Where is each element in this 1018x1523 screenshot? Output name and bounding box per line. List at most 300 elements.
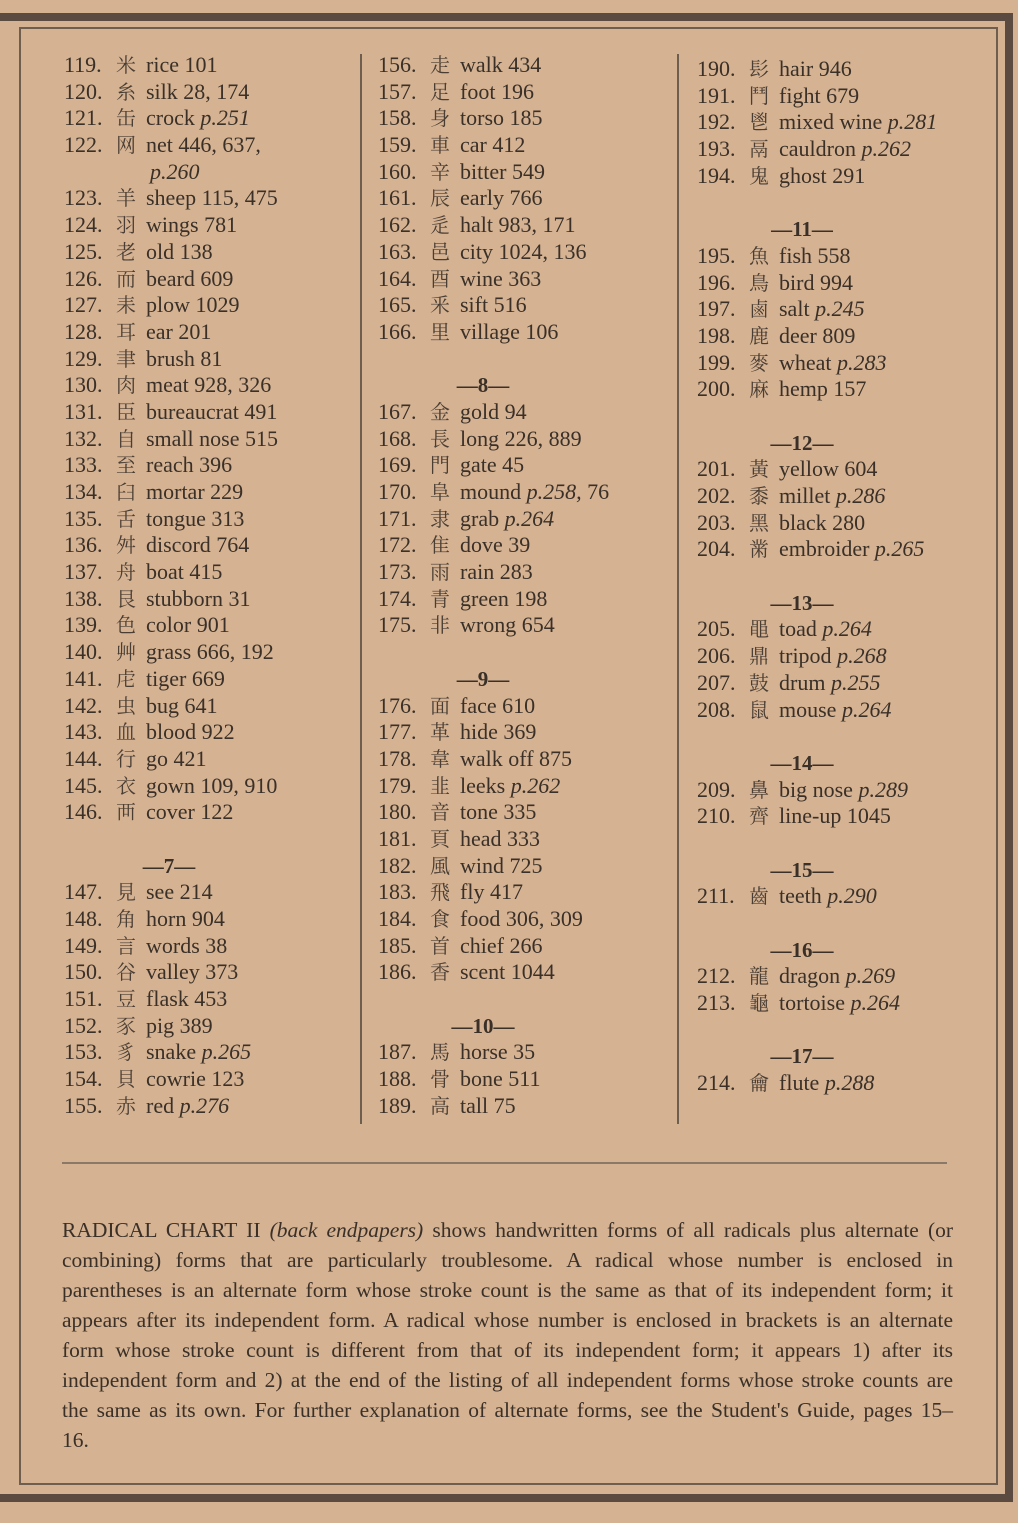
char-refs: 679: [826, 82, 860, 108]
char-refs: 75: [493, 1092, 516, 1118]
radical-glyph: 而: [116, 266, 136, 291]
radical-entry: [64, 1066, 278, 1093]
radical-number: 142.: [64, 692, 103, 718]
char-refs: 809: [822, 322, 856, 348]
char-refs: 280: [832, 509, 866, 535]
radical-entry: [697, 616, 937, 643]
radical-glyph: 黑: [749, 510, 769, 535]
radical-number: 162.: [378, 212, 417, 238]
radical-glyph: 釆: [430, 293, 450, 318]
radical-glyph: 車: [430, 133, 450, 158]
spacer: [378, 986, 609, 1013]
radical-number: 160.: [378, 158, 417, 184]
radical-glyph: 辵: [430, 213, 450, 238]
stroke-count-header: —12—: [770, 430, 834, 455]
radical-glyph: 身: [430, 106, 450, 131]
radical-meaning: small nose: [146, 425, 240, 451]
char-refs: 516: [493, 292, 527, 318]
explanatory-note: [62, 1215, 953, 1455]
radical-entry: [697, 376, 937, 403]
radical-number: 206.: [697, 643, 736, 669]
radical-number: 213.: [697, 990, 736, 1016]
radical-meaning: wheat: [779, 349, 832, 375]
spacer: [697, 830, 937, 857]
spacer: [378, 346, 609, 373]
radical-glyph: 缶: [116, 106, 136, 131]
radical-glyph: 行: [116, 746, 136, 771]
radical-meaning: horn: [146, 906, 187, 931]
radical-entry: [64, 986, 278, 1013]
char-refs: 415: [189, 559, 223, 585]
radical-entry: [378, 79, 609, 106]
radical-entry: [378, 426, 609, 453]
radical-glyph: 飛: [430, 880, 450, 905]
page-ref: p.264: [850, 990, 900, 1016]
radical-meaning: discord: [146, 532, 211, 558]
radical-entry: [64, 693, 278, 720]
radical-glyph: 虫: [116, 693, 136, 718]
page-ref: p.255: [830, 669, 881, 695]
radical-entry: [697, 83, 937, 110]
char-refs: 781: [204, 212, 238, 238]
radical-number: 152.: [64, 1012, 103, 1038]
radical-entry: [697, 777, 937, 804]
radical-meaning: face: [460, 692, 497, 718]
radical-number: 119.: [64, 52, 102, 77]
radical-glyph: 頁: [430, 826, 450, 851]
radical-entry: [378, 826, 609, 853]
radical-number: 189.: [378, 1092, 417, 1118]
radical-number: 141.: [64, 665, 103, 691]
radical-number: 171.: [378, 505, 417, 531]
radical-glyph: 邑: [430, 239, 450, 264]
radical-meaning: millet: [779, 483, 831, 508]
radical-glyph: 谷: [116, 960, 136, 985]
radical-glyph: 舌: [116, 506, 136, 531]
char-refs: 45: [502, 452, 525, 478]
radical-meaning: salt: [779, 296, 810, 322]
page-ref: p.258,: [526, 479, 582, 504]
radical-number: 164.: [378, 265, 417, 291]
char-refs: 106: [525, 318, 559, 344]
radical-meaning: long: [460, 425, 500, 451]
radical-number: 146.: [64, 799, 103, 825]
radical-number: 183.: [378, 879, 417, 905]
radical-number: 191.: [697, 82, 736, 108]
radical-entry: [378, 879, 609, 906]
radical-entry: [378, 185, 609, 212]
spacer: [697, 1017, 937, 1044]
radical-meaning: beard: [146, 265, 195, 291]
radical-number: 133.: [64, 452, 103, 478]
stroke-count-header: —11—: [771, 217, 833, 242]
stroke-count-header: —17—: [770, 1044, 834, 1069]
radical-glyph: 血: [116, 720, 136, 745]
radical-number: 123.: [64, 185, 103, 211]
radical-entry: [697, 163, 937, 190]
char-refs: 196: [500, 78, 534, 104]
char-refs: 549: [511, 158, 545, 184]
char-refs: 122: [200, 799, 234, 825]
radical-number: 159.: [378, 132, 417, 158]
radical-number: 169.: [378, 452, 417, 478]
radical-number: 205.: [697, 616, 736, 642]
radical-entry: [64, 452, 278, 479]
radical-glyph: 羽: [116, 213, 136, 238]
radical-number: 150.: [64, 959, 103, 985]
char-refs: 922: [201, 719, 235, 745]
radical-number: 130.: [64, 372, 103, 398]
radical-meaning: gate: [460, 452, 497, 478]
radical-glyph: 臣: [116, 399, 136, 424]
char-refs: 31: [228, 585, 251, 611]
radical-glyph: 舛: [116, 533, 136, 558]
radical-glyph: 豸: [116, 1040, 136, 1065]
radical-meaning: bug: [146, 692, 179, 718]
radical-meaning: drum: [779, 669, 826, 695]
radical-glyph: 艸: [116, 640, 136, 665]
radical-meaning: old: [146, 238, 175, 264]
radical-meaning: leeks: [460, 772, 506, 798]
char-refs: 306, 309: [505, 906, 583, 931]
char-refs: 421: [173, 745, 207, 771]
radical-entry: [697, 536, 937, 563]
radical-entry: [378, 266, 609, 293]
radical-glyph: 里: [430, 319, 450, 344]
radical-meaning: walk: [460, 52, 503, 77]
radical-entry: [378, 319, 609, 346]
char-refs: 453: [194, 986, 228, 1012]
radical-glyph: 馬: [430, 1040, 450, 1065]
radical-glyph: 香: [430, 960, 450, 985]
radical-number: 208.: [697, 696, 736, 722]
radical-number: 172.: [378, 532, 417, 558]
radical-glyph: 老: [116, 239, 136, 264]
radical-entry: [697, 643, 937, 670]
stroke-count-header: —10—: [451, 1013, 515, 1038]
radical-meaning: bone: [460, 1066, 503, 1092]
radical-number: 204.: [697, 536, 736, 562]
radical-glyph: 耳: [116, 319, 136, 344]
frame-outer-top: [0, 13, 1013, 21]
radical-meaning: brush: [146, 345, 195, 371]
radical-number: 193.: [697, 136, 736, 162]
radical-glyph: 糸: [116, 79, 136, 104]
radical-number: 180.: [378, 799, 417, 825]
radical-glyph: 耒: [116, 293, 136, 318]
radical-number: 170.: [378, 479, 417, 504]
char-refs: 446, 637,: [178, 132, 261, 158]
radical-number: 153.: [64, 1039, 103, 1065]
radical-meaning: net: [146, 132, 173, 158]
radical-meaning: tortoise: [779, 990, 845, 1016]
stroke-count-header: —8—: [456, 373, 510, 398]
radical-meaning: dove: [460, 532, 503, 558]
radical-entry: [378, 586, 609, 613]
radical-meaning: cauldron: [779, 136, 856, 162]
radical-glyph: 肉: [116, 373, 136, 398]
radical-entry: [378, 239, 609, 266]
radical-glyph: 黃: [749, 457, 769, 482]
radical-glyph: 鬯: [749, 110, 769, 135]
radical-entry: [64, 266, 278, 293]
radical-number: 202.: [697, 483, 736, 508]
page-ref: p.260: [150, 158, 200, 184]
char-refs: 875: [539, 745, 573, 771]
page-ref: p.269: [845, 963, 896, 989]
radical-glyph: 金: [430, 399, 450, 424]
radical-entry: [378, 132, 609, 159]
radical-meaning: foot: [460, 78, 496, 104]
radical-glyph: 舟: [116, 560, 136, 585]
stroke-count-header: —16—: [770, 937, 834, 962]
frame-outer-bottom: [0, 1494, 1013, 1502]
radical-meaning: fly: [460, 879, 485, 905]
radical-meaning: horse: [460, 1039, 508, 1065]
radical-number: 187.: [378, 1039, 417, 1065]
radical-number: 182.: [378, 852, 417, 878]
radical-meaning: embroider: [779, 536, 870, 562]
radical-number: 175.: [378, 612, 417, 638]
radical-entry: [697, 56, 937, 83]
radical-number: 184.: [378, 906, 417, 931]
radical-entry: [64, 319, 278, 346]
radical-entry: [64, 292, 278, 319]
radical-number: 196.: [697, 269, 736, 295]
radical-glyph: 高: [430, 1093, 450, 1118]
radical-entry: [697, 323, 937, 350]
radical-glyph: 赤: [116, 1093, 136, 1118]
radical-meaning: city: [460, 238, 493, 264]
radical-entry: [378, 399, 609, 426]
char-refs: 417: [489, 879, 523, 905]
radical-entry: [64, 639, 278, 666]
radical-glyph: 齒: [749, 884, 769, 909]
radical-entry: [697, 1070, 937, 1097]
radical-meaning: wrong: [460, 612, 517, 638]
radical-glyph: 鹿: [749, 323, 769, 348]
radical-number: 128.: [64, 318, 103, 344]
radical-glyph: 鬼: [749, 163, 769, 188]
radical-entry: [64, 773, 278, 800]
char-refs: 123: [211, 1066, 245, 1092]
radical-glyph: 走: [430, 53, 450, 77]
radical-glyph: 韋: [430, 746, 450, 771]
radical-entry: [697, 136, 937, 163]
radical-meaning: grass: [146, 639, 192, 665]
entry-continuation: [64, 159, 278, 186]
note-body: shows handwritten forms of all radicals plus alternate (or combining) forms that are particularly troublesome. A radical whose number is enclosed in parentheses is an alternate form whose stroke count is the same as that of its independent form; it appears after its independent form. A radical whose number is enclosed in brackets is an alternate form whose stroke count is different from that of its independent form; it appears 1) after its independent form and 2) at the end of the listing of all independent forms whose stroke counts are the same as its own. For further explanation of alternate forms, see the Student's Guide, pages 15–16.: [62, 1217, 954, 1452]
radical-number: 177.: [378, 719, 417, 745]
char-refs: 185: [509, 105, 543, 131]
radical-entry: [697, 990, 937, 1017]
radical-number: 158.: [378, 105, 417, 131]
char-refs: 511: [508, 1066, 541, 1092]
radical-glyph: 隹: [430, 533, 450, 558]
radical-glyph: 韭: [430, 773, 450, 798]
radical-number: 140.: [64, 639, 103, 665]
radical-glyph: 龍: [749, 964, 769, 989]
radical-meaning: bureaucrat: [146, 398, 239, 424]
radical-entry: [378, 159, 609, 186]
radical-meaning: line-up: [779, 803, 842, 829]
radical-meaning: valley: [146, 959, 200, 985]
radical-number: 131.: [64, 398, 103, 424]
radical-entry: [64, 399, 278, 426]
radical-entry: [64, 1039, 278, 1066]
radical-entry: [64, 906, 278, 933]
radical-meaning: silk: [146, 78, 178, 104]
radical-meaning: cover: [146, 799, 195, 825]
radical-number: 161.: [378, 185, 417, 211]
page-ref: p.264: [841, 696, 892, 722]
radical-glyph: 風: [430, 853, 450, 878]
radical-number: 136.: [64, 532, 103, 558]
radical-meaning: tall: [460, 1092, 489, 1118]
radical-column-3: [697, 56, 937, 1097]
radical-entry: [64, 666, 278, 693]
radical-glyph: 黹: [749, 537, 769, 562]
radical-number: 194.: [697, 162, 736, 188]
char-refs: 101: [184, 52, 218, 77]
radical-glyph: 鼎: [749, 644, 769, 669]
page-ref: p.288: [824, 1070, 875, 1096]
spacer: [697, 189, 937, 216]
spacer: [697, 910, 937, 937]
radical-glyph: 首: [430, 933, 450, 958]
radical-number: 176.: [378, 692, 417, 718]
radical-entry: [378, 853, 609, 880]
radical-glyph: 豕: [116, 1013, 136, 1038]
radical-entry: [378, 773, 609, 800]
page-ref: p.281: [887, 109, 938, 135]
stroke-count-header: —15—: [770, 857, 834, 882]
char-refs: 901: [196, 612, 230, 638]
radical-number: 203.: [697, 509, 736, 535]
radical-meaning: red: [146, 1092, 175, 1118]
radical-meaning: hair: [779, 56, 814, 81]
radical-number: 173.: [378, 559, 417, 585]
radical-number: 134.: [64, 479, 103, 504]
radical-glyph: 聿: [116, 346, 136, 371]
radical-glyph: 青: [430, 586, 450, 611]
radical-entry: [697, 296, 937, 323]
radical-number: 197.: [697, 296, 736, 322]
radical-meaning: mouse: [779, 696, 837, 722]
radical-number: 137.: [64, 559, 103, 585]
radical-number: 149.: [64, 932, 103, 958]
char-refs: 115, 475: [201, 185, 278, 211]
char-refs: 363: [508, 265, 542, 291]
page-ref: p.264: [504, 505, 555, 531]
char-refs: 654: [521, 612, 555, 638]
radical-entry: [697, 883, 937, 910]
radical-meaning: car: [460, 132, 487, 158]
radical-number: 201.: [697, 456, 736, 482]
radical-glyph: 麻: [749, 377, 769, 402]
radical-meaning: tripod: [779, 643, 832, 669]
radical-number: 188.: [378, 1066, 417, 1092]
page-ref: p.290: [827, 883, 877, 909]
radical-glyph: 隶: [430, 506, 450, 531]
radical-meaning: flask: [146, 986, 189, 1012]
radical-meaning: chief: [460, 932, 504, 958]
radical-meaning: wind: [460, 852, 504, 878]
radical-number: 181.: [378, 825, 417, 851]
radical-glyph: 足: [430, 79, 450, 104]
radical-entry: [378, 933, 609, 960]
page-ref: p.265: [201, 1039, 252, 1065]
char-refs: 412: [492, 132, 526, 158]
radical-glyph: 襾: [116, 800, 136, 825]
radical-number: 138.: [64, 585, 103, 611]
radical-glyph: 雨: [430, 560, 450, 585]
column-divider: [677, 54, 679, 1124]
char-refs: 291: [832, 162, 866, 188]
radical-glyph: 非: [430, 613, 450, 638]
radical-glyph: 長: [430, 426, 450, 451]
radical-glyph: 色: [116, 613, 136, 638]
radical-glyph: 豆: [116, 987, 136, 1012]
radical-meaning: torso: [460, 105, 504, 131]
radical-number: 135.: [64, 505, 103, 531]
radical-meaning: hide: [460, 719, 498, 745]
radical-meaning: walk off: [460, 745, 534, 771]
radical-number: 195.: [697, 242, 736, 268]
radical-entry: [64, 746, 278, 773]
radical-glyph: 辰: [430, 186, 450, 211]
radical-number: 129.: [64, 345, 103, 371]
char-refs: 1045: [846, 803, 891, 829]
char-refs: 666, 192: [196, 639, 274, 665]
radical-entry: [64, 586, 278, 613]
radical-entry: [378, 799, 609, 826]
char-refs: 994: [819, 269, 853, 295]
radical-entry: [64, 346, 278, 373]
radical-entry: [378, 532, 609, 559]
radical-entry: [64, 559, 278, 586]
radical-meaning: big nose: [779, 776, 853, 802]
radical-meaning: tiger: [146, 665, 187, 691]
char-refs: 283: [499, 559, 533, 585]
spacer: [697, 403, 937, 430]
radical-number: 198.: [697, 322, 736, 348]
radical-entry: [64, 479, 278, 506]
char-refs: 39: [508, 532, 531, 558]
radical-meaning: mixed wine: [779, 109, 883, 135]
radical-glyph: 革: [430, 720, 450, 745]
char-refs: 198: [514, 585, 548, 611]
radical-meaning: color: [146, 612, 192, 638]
char-refs: 491: [244, 398, 278, 424]
char-refs: 609: [200, 265, 234, 291]
radical-entry: [64, 959, 278, 986]
char-refs: 138: [179, 238, 213, 264]
char-refs: 946: [818, 56, 852, 81]
radical-entry: [64, 506, 278, 533]
radical-glyph: 自: [116, 426, 136, 451]
char-refs: 157: [833, 376, 867, 402]
radical-meaning: meat: [146, 372, 189, 398]
radical-meaning: head: [460, 825, 502, 851]
radical-meaning: scent: [460, 959, 506, 985]
char-refs: 109, 910: [200, 772, 278, 798]
char-refs: 76: [587, 479, 610, 504]
radical-entry: [697, 963, 937, 990]
radical-meaning: hemp: [779, 376, 828, 402]
radical-glyph: 音: [430, 800, 450, 825]
radical-glyph: 鬥: [749, 83, 769, 108]
